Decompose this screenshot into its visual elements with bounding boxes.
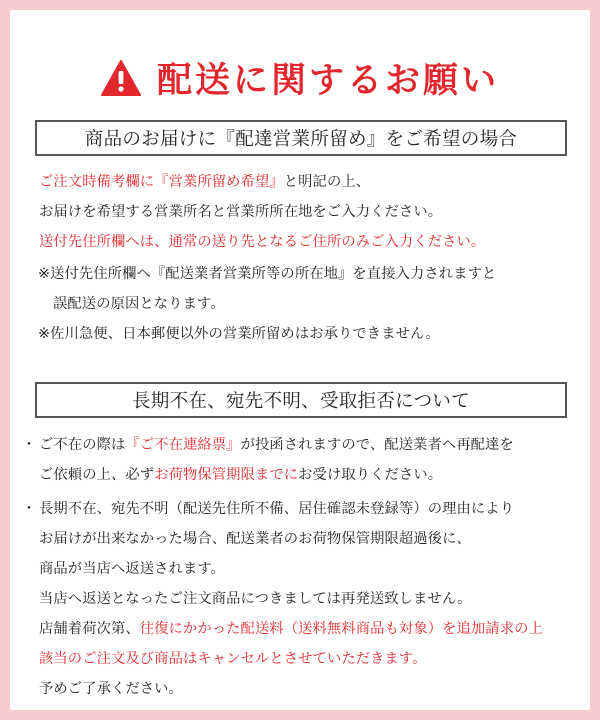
absence-bullet-2-line-6: 該当のご注文及び商品はキャンセルとさせていただきます。 [39,651,427,667]
section-heading-absence: 長期不在、宛先不明、受取拒否について [35,382,567,418]
absence-bullet-2-line-2: お届けが出来なかった場合、配送業者のお荷物保管期限超過後に、 [39,531,471,547]
absence-bullet-2-line-4: 当店へ返送となったご注文商品につきましては再発送致しません。 [39,591,472,607]
pickup-instruction-line-2: お届けを希望する営業所名と営業所所在地をご入力ください。 [39,204,443,220]
pickup-instruction-line-3: 送付先住所欄へは、通常の送り先となるご住所のみご入力ください。 [39,234,486,250]
bullet-mark-1: ・ [22,437,36,453]
pickup-instruction-line-1: ご注文時備考欄に『営業所留め希望』と明記の上、 [39,174,371,190]
section-heading-pickup: 商品のお届けに『配達営業所留め』をご希望の場合 [35,120,567,156]
absence-bullet-2-line-7: 予めご了承ください。 [39,681,183,697]
absence-bullet-2-line-5: 店舗着荷次第、往復にかかった配送料（送料無料商品も対象）を追加請求の上 [39,621,543,637]
title-text: 配送に関するお願い [156,61,499,101]
absence-bullet-2-line-3: 商品が当店へ返送されます。 [39,561,226,577]
bullet-mark-2: ・ [22,501,36,517]
pickup-note-1b: 誤配送の原因となります。 [53,296,225,312]
page-title [10,52,590,104]
absence-bullet-1-line-1: ご不在の際は『ご不在連絡票』が投函されますので、配送業者へ再配達を [39,437,514,453]
absence-bullet-1-line-2: ご依頼の上、必ずお荷物保管期限までにお受け取りください。 [39,467,443,483]
pickup-note-1a: ※送付先住所欄へ『配送業者営業所等の所在地』を直接入力されますと [38,266,497,282]
notice-card [10,10,590,710]
pickup-note-2: ※佐川急便、日本郵便以外の営業所留めはお承りできません。 [38,326,440,342]
absence-bullet-2-line-1: 長期不在、宛先不明（配送先住所不備、居住確認未登録等）の理由により [39,501,515,517]
warning-triangle-icon [101,60,141,96]
